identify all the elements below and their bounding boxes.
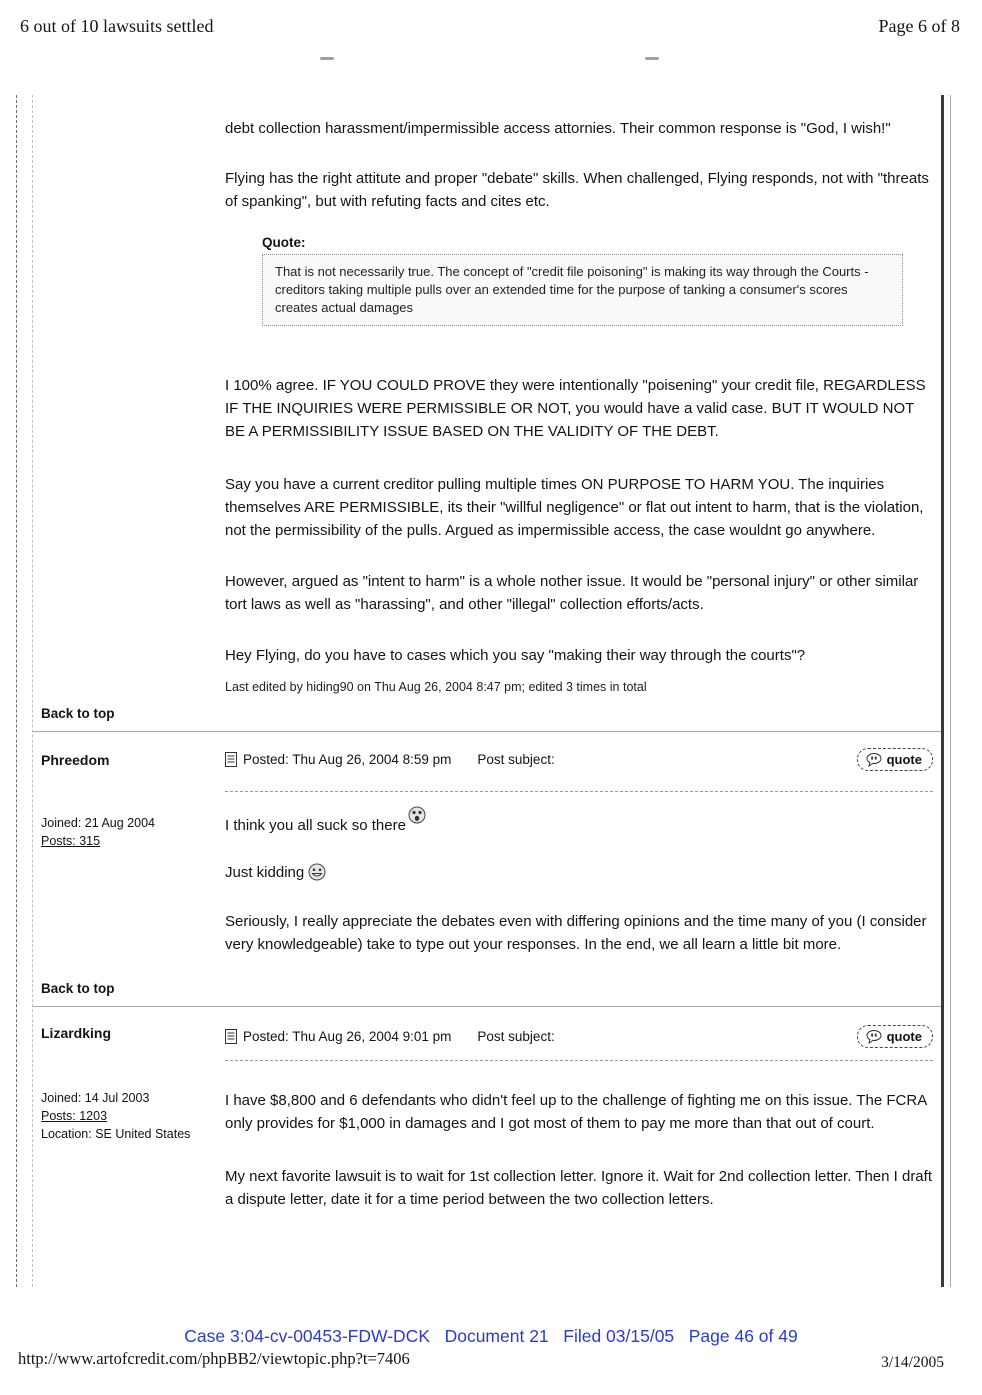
post-header — [225, 732, 933, 792]
post-author-cell — [33, 732, 225, 956]
post-line — [225, 861, 933, 888]
author-location: Location: SE United States — [41, 1127, 191, 1141]
quote-button-label: quote — [886, 752, 922, 767]
post-line — [225, 806, 933, 837]
shocked-face-emoticon — [408, 811, 426, 828]
post-paragraph: Say you have a current creditor pulling multiple times ON PURPOSE TO HARM YOU. The inquiries themselves ARE PERMISSIBLE, its their "willful negligence" or flat out intent to harm, that is the violation, not the permissibility of the pulls. Argued as impermissible access, the case wouldnt go anywhere. — [225, 476, 924, 539]
author-joined: Joined: 21 Aug 2004 — [41, 816, 155, 830]
author-joined: Joined: 14 Jul 2003 — [41, 1091, 150, 1105]
author-username[interactable]: Lizardking — [41, 1025, 112, 1041]
post-body — [225, 1007, 941, 1229]
post-body — [225, 732, 941, 956]
post-subject-label: Post subject: — [477, 752, 555, 767]
back-to-top-link[interactable]: Back to top — [41, 981, 115, 996]
post-header — [225, 1007, 933, 1061]
post-paragraph: I 100% agree. IF YOU COULD PROVE they were intentionally "poisening" your credit file, REGARDLESS IF THE INQUIRIES WERE PERMISSIBLE OR NOT, you would have a valid case. BUT IT WOULD NOT BE A PERMISSIBILITY ISSUE BASED ON THE VALIDITY OF THE DEBT. — [225, 377, 926, 440]
page-number: Page 6 of 8 — [878, 16, 960, 36]
post-page-icon — [225, 752, 237, 767]
quote-label: Quote: — [262, 235, 306, 250]
table-border-left — [16, 95, 17, 1287]
post-paragraph: I have $8,800 and 6 defendants who didn't feel up to the challenge of fighting me on this issue. The FCRA only provides for $1,000 in damages and I got most of them to pay me more than that out of court. — [225, 1092, 927, 1132]
back-to-top-row — [33, 970, 941, 1007]
quoted-text-block: That is not necessarily true. The concept of "credit file poisoning" is making its way through the Courts - creditors taking multiple pulls over an extended time for the purpose of tanking a consumer's scores creates actual damages — [262, 254, 903, 326]
post-paragraph: debt collection harassment/impermissible access attornies. Their common response is "God, I wish!" — [225, 120, 891, 137]
author-post-count-link[interactable]: Posts: 315 — [41, 834, 101, 848]
post-paragraph: However, argued as "intent to harm" is a whole nother issue. It would be "personal injury" or other similar tort laws as well as "harassing", and other "illegal" collection efforts/acts. — [225, 573, 919, 613]
post-paragraph: Flying has the right attitute and proper "debate" skills. When challenged, Flying responds, not with "threats of spanking", but with refuting facts and cites etc. — [225, 170, 929, 210]
forum-post-continuation — [33, 95, 941, 695]
quote-button[interactable] — [857, 748, 933, 771]
posted-timestamp: Posted: Thu Aug 26, 2004 8:59 pm — [243, 752, 452, 767]
scan-artifact — [320, 57, 334, 60]
author-post-count-link[interactable]: Posts: 1203 — [41, 1109, 108, 1123]
court-filing-stamp: Case 3:04-cv-00453-FDW-DCK Document 21 Filed 03/15/05 Page 46 of 49 — [184, 1326, 798, 1346]
post-paragraph: Seriously, I really appreciate the debates even with differing opinions and the time many of you (I consider very knowledgeable) take to type out your responses. In the end, we all learn a little bit more. — [225, 913, 927, 953]
quote-bubble-icon — [866, 1030, 882, 1044]
post-text: Just kidding — [225, 864, 305, 881]
post-page-icon — [225, 1029, 237, 1044]
forum-table — [33, 95, 941, 1229]
back-to-top-link[interactable]: Back to top — [41, 706, 115, 721]
post-paragraph: My next favorite lawsuit is to wait for 1st collection letter. Ignore it. Wait for 2nd collection letter. Then I draft a dispute letter, date it for a time period between the two collection letters. — [225, 1168, 932, 1208]
posted-timestamp: Posted: Thu Aug 26, 2004 9:01 pm — [243, 1029, 452, 1044]
print-date: 3/14/2005 — [881, 1354, 944, 1371]
table-border-right-inner — [950, 95, 951, 1287]
post-text: I think you all suck so there — [225, 817, 406, 834]
quote-button[interactable] — [857, 1025, 933, 1048]
quote-button-label: quote — [886, 1029, 922, 1044]
post-body — [225, 95, 941, 695]
forum-post — [33, 1007, 941, 1229]
post-author-cell-empty — [33, 95, 225, 695]
quote-bubble-icon — [866, 753, 882, 767]
table-border-right — [941, 95, 944, 1287]
back-to-top-row — [33, 695, 941, 732]
post-paragraph: Hey Flying, do you have to cases which you say "making their way through the courts"? — [225, 647, 806, 664]
forum-post — [33, 732, 941, 970]
source-url: http://www.artofcredit.com/phpBB2/viewtopic.php?t=7406 — [18, 1349, 410, 1368]
author-username[interactable]: Phreedom — [41, 752, 110, 768]
last-edited-note: Last edited by hiding90 on Thu Aug 26, 2004 8:47 pm; edited 3 times in total — [225, 680, 647, 694]
grinning-face-emoticon — [308, 868, 326, 885]
post-subject-label: Post subject: — [477, 1029, 555, 1044]
post-author-cell — [33, 1007, 225, 1229]
scan-artifact — [645, 57, 659, 60]
thread-title: 6 out of 10 lawsuits settled — [20, 16, 214, 36]
